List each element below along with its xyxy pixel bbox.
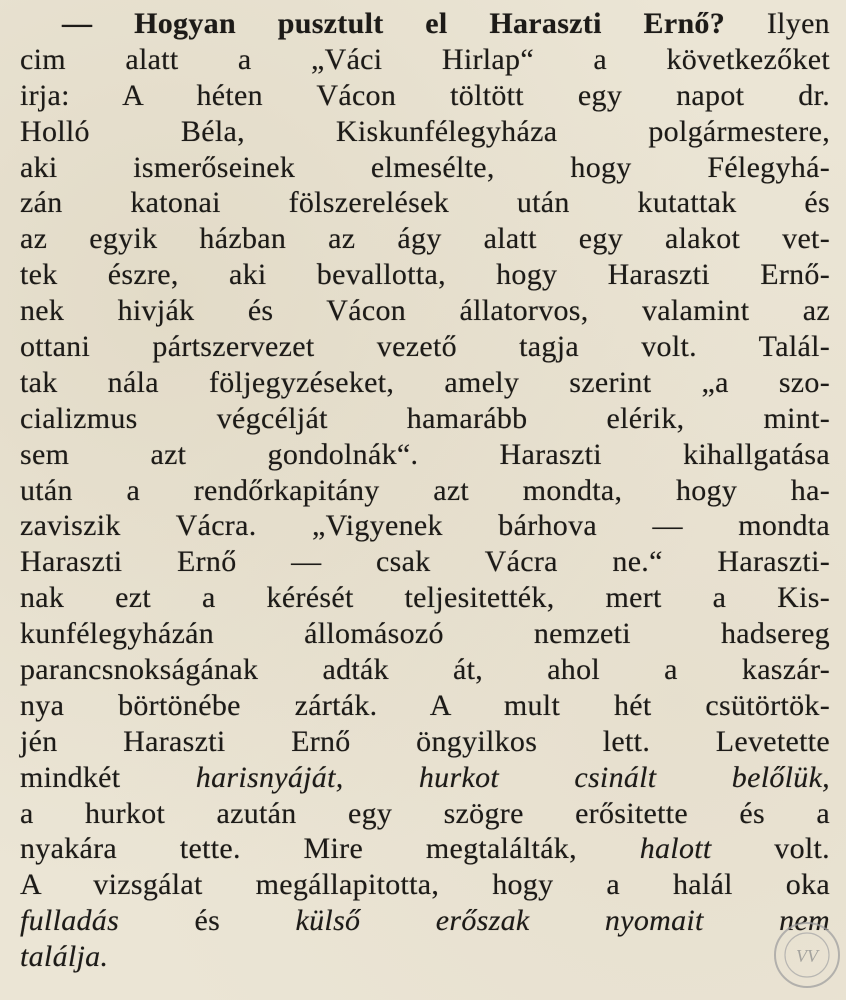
line-26-italic-a: fulladás: [20, 904, 120, 938]
article-line-23: a hurkot azután egy szögre erősitette és a: [20, 796, 830, 830]
article-line-16: Haraszti Ernő — csak Vácra ne.“ Haraszti-: [20, 545, 830, 579]
seal-letters: VV: [796, 946, 818, 966]
article-headline: — Hogyan pusztult el Haraszti Ernő?: [62, 7, 726, 40]
line-24-plain-start: nyakára tette. Mire megtalálták,: [20, 832, 640, 866]
article-line-8: tek észre, aki bevallotta, hogy Haraszti Ernő-: [20, 258, 830, 292]
article-line-5: aki ismerőseinek elmesélte, hogy Félegyhá-: [20, 150, 830, 184]
line-22-plain: mindkét: [20, 760, 196, 794]
article-body: [20, 6, 830, 975]
article-line-12: cializmus végcélját hamarább elérik, mint-: [20, 401, 830, 435]
article-line-6: zán katonai fölszerelések után kutattak és: [20, 186, 830, 220]
article-line-10: ottani pártszervezet vezető tagja volt. Talál-: [20, 330, 830, 364]
article-line-2: cim alatt a „Váci Hirlap“ a következőket: [20, 42, 830, 76]
article-line-27: találja.: [20, 940, 109, 974]
line-22-italic: harisnyáját, hurkot csinált belőlük,: [195, 760, 830, 794]
article-line-13: sem azt gondolnák“. Haraszti kihallgatása: [20, 437, 830, 471]
article-line-25: A vizsgálat megállapitotta, hogy a halál oka: [20, 868, 830, 902]
line-24-italic: halott: [639, 832, 712, 866]
article-line-9: nek hivják és Vácon állatorvos, valamint az: [20, 294, 830, 328]
article-line-21: jén Haraszti Ernő öngyilkos lett. Levetette: [20, 724, 830, 758]
article-line-18: kunfélegyházán állomásozó nemzeti hadsereg: [20, 617, 830, 651]
line-26-plain: és: [119, 904, 296, 938]
line-24-plain-end: volt.: [711, 832, 830, 866]
line-26-italic-b: külső erőszak nyomait: [295, 904, 704, 938]
line-26-italic-c: nem: [703, 904, 830, 938]
article-line-3: irja: A héten Vácon töltött egy napot dr.: [20, 78, 830, 112]
article-line-17: nak ezt a kérését teljesitették, mert a Kis-: [20, 581, 830, 615]
article-line-24: [20, 831, 830, 867]
article-line-26: [20, 903, 830, 939]
article-line-14: után a rendőrkapitány azt mondta, hogy ha-: [20, 473, 830, 507]
article-line-7: az egyik házban az ágy alatt egy alakot vet-: [20, 222, 830, 256]
article-line-11: tak nála följegyzéseket, amely szerint „a szo-: [20, 365, 830, 399]
article-line-1: [20, 6, 830, 42]
article-line-1-text: Ilyen: [766, 7, 830, 40]
library-seal-icon: [772, 920, 842, 990]
article-line-4: Holló Béla, Kiskunfélegyháza polgármestere,: [20, 114, 830, 148]
article-line-20: nya börtönébe zárták. A mult hét csütörtök-: [20, 688, 830, 722]
article-line-19: parancsnokságának adták át, ahol a kaszár-: [20, 653, 830, 687]
article-line-22: [20, 760, 830, 796]
article-line-15: zaviszik Vácra. „Vigyenek bárhova — mondta: [20, 509, 830, 543]
